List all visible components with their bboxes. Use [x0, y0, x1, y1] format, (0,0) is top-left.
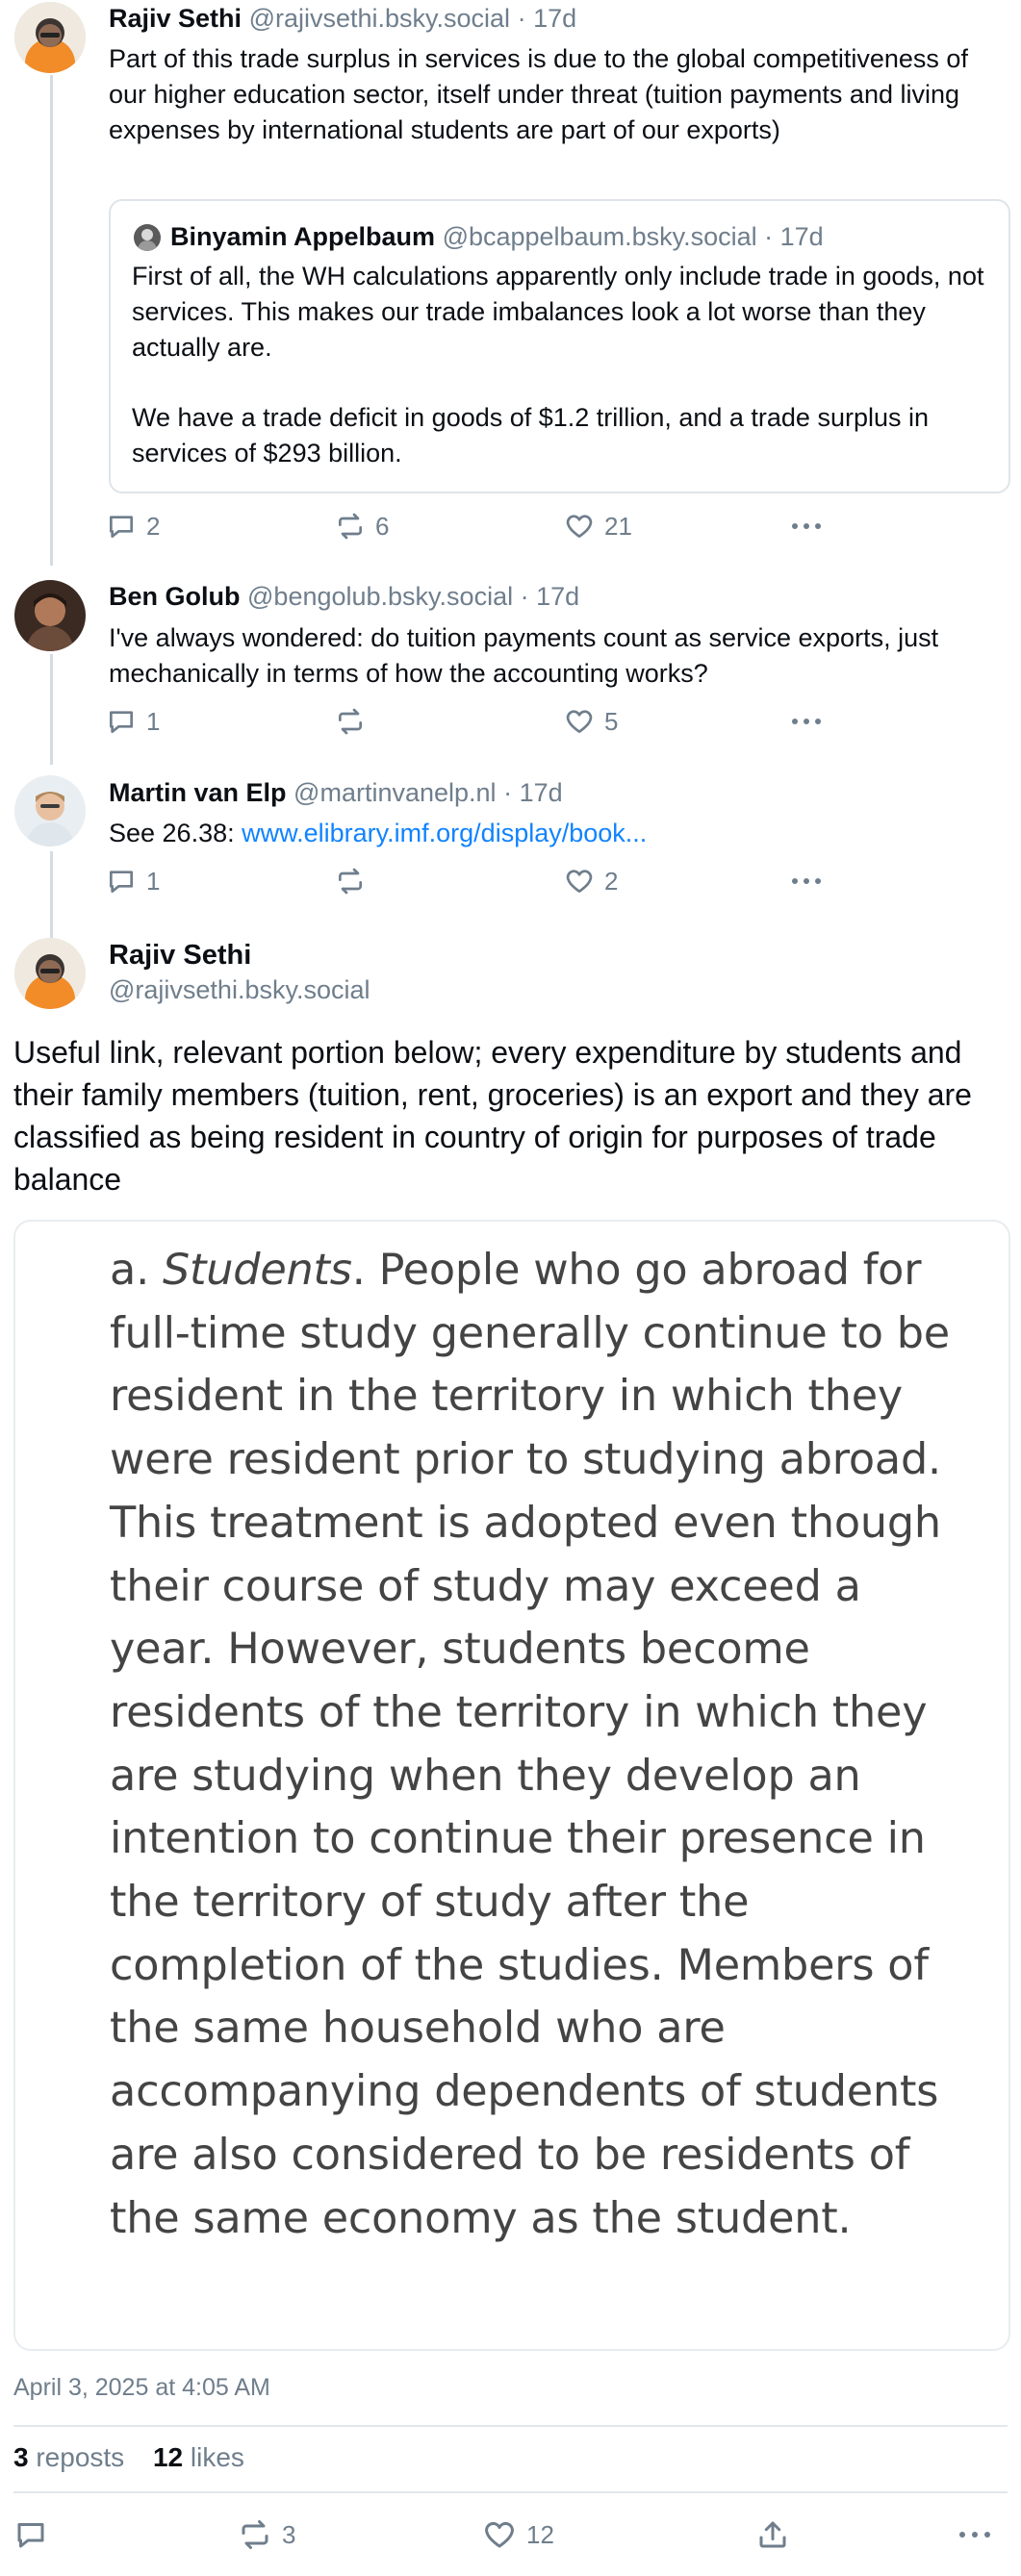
repost-button[interactable] — [335, 507, 389, 545]
more-button[interactable] — [789, 507, 824, 545]
quote-text-2: We have a trade deficit in goods of $1.2 trillion, and a trade surplus in services of $293 billion. — [132, 403, 929, 467]
quote-author-name: Binyamin Appelbaum — [170, 222, 436, 251]
repost-icon — [335, 511, 366, 542]
reply-count: 1 — [146, 866, 161, 896]
post-image[interactable] — [13, 1220, 1010, 2351]
quote-author-handle: @bcappelbaum.bsky.social — [442, 222, 757, 251]
author-name[interactable]: Ben Golub — [109, 582, 241, 611]
avatar[interactable] — [14, 2, 86, 73]
image-excerpt — [110, 1239, 957, 2250]
image-text-prefix: a. — [110, 1246, 163, 1295]
more-icon — [789, 511, 824, 542]
engagement-stats — [13, 2440, 244, 2475]
like-button[interactable] — [482, 2515, 554, 2554]
thread-line — [50, 75, 53, 566]
quote-text-1: First of all, the WH calculations apparently only include trade in goods, not services. This makes our trade imbalances look a lot worse than they actually are. — [132, 262, 984, 362]
likes-stat[interactable] — [153, 2442, 244, 2472]
avatar[interactable] — [14, 938, 86, 1009]
post-age[interactable]: · 17d — [520, 582, 580, 611]
repost-icon — [335, 706, 366, 737]
quote-header — [170, 220, 824, 253]
divider — [13, 2491, 1008, 2493]
author-handle[interactable]: @bengolub.bsky.social — [247, 582, 514, 611]
reposts-count: 3 — [13, 2442, 29, 2472]
like-button[interactable] — [564, 702, 618, 741]
post-timestamp: April 3, 2025 at 4:05 AM — [13, 2374, 270, 2401]
like-count: 5 — [604, 706, 619, 736]
post-actions — [106, 862, 837, 900]
post-text — [109, 816, 994, 851]
like-count: 2 — [604, 866, 619, 896]
like-button[interactable] — [564, 507, 632, 545]
more-button[interactable] — [957, 2515, 993, 2554]
more-icon — [789, 706, 824, 737]
like-icon — [564, 866, 595, 897]
repost-button[interactable] — [335, 702, 375, 741]
thread-line — [50, 654, 53, 765]
main-author-handle[interactable]: @rajivsethi.bsky.social — [109, 975, 370, 1004]
reposts-label: reposts — [36, 2442, 125, 2472]
external-link[interactable]: www.elibrary.imf.org/display/book... — [242, 819, 648, 847]
avatar[interactable] — [14, 580, 86, 651]
post-text: I've always wondered: do tuition payments count as service exports, just mechanically in terms of how the accounting works? — [109, 623, 939, 688]
like-icon — [564, 511, 595, 542]
more-button[interactable] — [789, 702, 824, 741]
repost-button[interactable] — [335, 862, 375, 900]
post-actions — [106, 507, 837, 545]
reply-button[interactable] — [106, 862, 160, 900]
share-icon — [755, 2517, 790, 2552]
main-post-actions — [13, 2515, 1014, 2554]
main-post-text: Useful link, relevant portion below; every expenditure by students and their family members (tuition, rent, groceries) is an export and they are classified as being resident in country of origin for purposes of trade balance — [13, 1035, 972, 1197]
post-header — [109, 776, 563, 809]
reply-count: 2 — [146, 511, 161, 541]
avatar[interactable] — [14, 775, 86, 846]
image-text-italic: Students — [162, 1246, 352, 1295]
repost-count: 3 — [282, 2519, 296, 2549]
quote-age: · 17d — [764, 222, 824, 251]
more-icon — [957, 2517, 993, 2552]
like-icon — [482, 2517, 517, 2552]
reply-icon — [13, 2517, 48, 2552]
author-handle[interactable]: @rajivsethi.bsky.social — [248, 4, 511, 33]
share-button[interactable] — [755, 2515, 790, 2554]
reply-count: 1 — [146, 706, 161, 736]
author-name[interactable]: Martin van Elp — [109, 778, 287, 807]
main-author-name[interactable]: Rajiv Sethi — [109, 940, 252, 971]
quoted-post[interactable] — [109, 199, 1010, 493]
post-header — [109, 2, 576, 35]
quote-avatar — [134, 224, 161, 251]
reply-icon — [106, 866, 137, 897]
repost-count: 6 — [375, 511, 390, 541]
post-text: Part of this trade surplus in services is due to the global competitiveness of our higher education sector, itself under threat (tuition payments and living expenses by international students are part of our exports) — [109, 44, 968, 144]
like-count: 12 — [526, 2519, 554, 2549]
post-age[interactable]: · 17d — [517, 4, 577, 33]
more-icon — [789, 866, 824, 897]
like-icon — [564, 706, 595, 737]
author-name[interactable]: Rajiv Sethi — [109, 4, 242, 33]
image-text-body: . People who go abroad for full-time study generally continue to be resident in the territory in which they were resident prior to studying abroad. This treatment is adopted even though their course of study may exceed a year. However, students become residents of the territory in which they are studying when they develop an intention to continue their presence in the territory of study after the completion of the studies. Members of the same household who are accompanying dependents of students are also considered to be residents of the same economy as the student. — [110, 1246, 950, 2243]
likes-count: 12 — [152, 2442, 184, 2472]
like-count: 21 — [604, 511, 632, 541]
reply-button[interactable] — [106, 507, 160, 545]
reply-icon — [106, 706, 137, 737]
repost-icon — [335, 866, 366, 897]
post-text-prefix: See 26.38: — [109, 819, 242, 847]
divider — [13, 2425, 1008, 2427]
repost-icon — [238, 2517, 272, 2552]
post-header — [109, 580, 579, 613]
post-actions — [106, 702, 837, 741]
author-handle[interactable]: @martinvanelp.nl — [294, 778, 497, 807]
repost-button[interactable] — [238, 2515, 295, 2554]
reply-button[interactable] — [106, 702, 160, 741]
like-button[interactable] — [564, 862, 618, 900]
thread-line — [50, 851, 53, 938]
reply-button[interactable] — [13, 2515, 48, 2554]
post-age[interactable]: · 17d — [503, 778, 563, 807]
more-button[interactable] — [789, 862, 824, 900]
reply-icon — [106, 511, 137, 542]
reposts-stat[interactable] — [13, 2442, 124, 2472]
likes-label: likes — [190, 2442, 244, 2472]
